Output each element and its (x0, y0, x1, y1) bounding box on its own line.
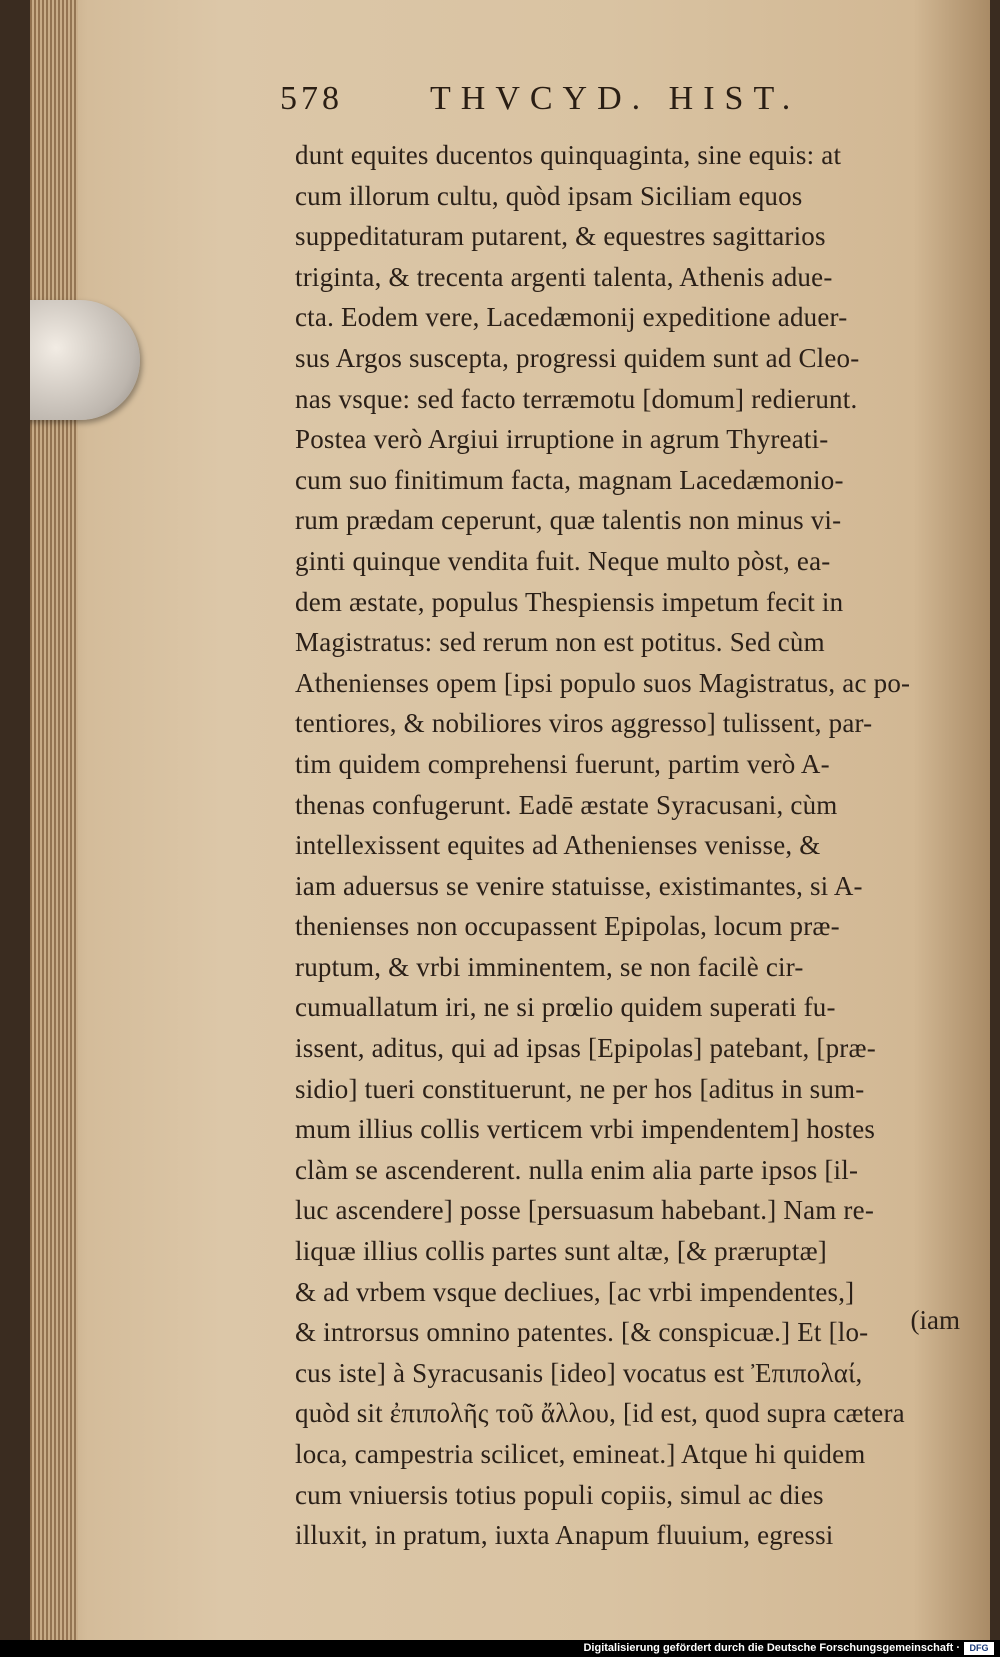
text-line: nas vsque: sed facto terræmotu [domum] redierunt. (295, 383, 858, 414)
running-head: THVCYD. HIST. (430, 80, 801, 117)
digitization-credit: Digitalisierung gefördert durch die Deutsche Forschungsgemeinschaft · (583, 1642, 960, 1654)
text-line: sus Argos suscepta, progressi quidem sunt ad Cleo- (295, 342, 860, 373)
text-line: ruptum, & vrbi imminentem, se non facilè cir- (295, 951, 804, 982)
text-line: Postea verò Argiui irruptione in agrum Thyreati- (295, 424, 829, 455)
text-line: thenienses non occupassent Epipolas, locum præ- (295, 911, 840, 942)
text-line: sidio] tueri constituerunt, ne per hos [aditus in sum- (295, 1073, 865, 1104)
text-line: Athenienses opem [ipsi populo suos Magistratus, ac po- (295, 667, 911, 698)
text-line: illuxit, in pratum, iuxta Anapum fluuium, egressi (295, 1520, 834, 1551)
text-line: intellexissent equites ad Athenienses venisse, & (295, 830, 821, 861)
text-line: issent, aditus, qui ad ipsas [Epipolas] patebant, [præ- (295, 1033, 876, 1064)
page-header (280, 80, 980, 130)
text-line: & introrsus omnino patentes. [& conspicuæ.] Et [lo- (295, 1317, 869, 1348)
text-line: cta. Eodem vere, Lacedæmonij expeditione aduer- (295, 302, 848, 333)
text-line: thenas confugerunt. Eadē æstate Syracusani, cùm (295, 789, 838, 820)
text-line: ginti quinque vendita fuit. Neque multo pòst, ea- (295, 545, 831, 576)
text-line: iam aduersus se venire statuisse, existimantes, si A- (295, 870, 863, 901)
body-text (295, 135, 965, 1556)
page-number: 578 (280, 80, 343, 117)
text-line: liquæ illius collis partes sunt altæ, [& præruptæ] (295, 1236, 827, 1267)
text-line: loca, campestria scilicet, emineat.] Atque hi quidem (295, 1439, 866, 1469)
text-line: triginta, & trecenta argenti talenta, Athenis adue- (295, 261, 833, 292)
text-line: tim quidem comprehensi fuerunt, partim verò A- (295, 748, 830, 779)
text-line: cum vniuersis totius populi copiis, simul ac dies (295, 1479, 824, 1510)
text-line: quòd sit ἐπιπολῆς τοῦ ἄλλου, [id est, quod supra cætera (295, 1398, 905, 1429)
page-edges (30, 0, 78, 1640)
text-line: cum illorum cultu, quòd ipsam Siciliam equos (295, 180, 803, 211)
dfg-logo: DFG (964, 1642, 994, 1655)
text-line: & ad vrbem vsque decliues, [ac vrbi impendentes,] (295, 1276, 855, 1307)
text-line: luc ascendere] posse [persuasum habebant.] Nam re- (295, 1195, 875, 1226)
text-line: dunt equites ducentos quinquaginta, sine equis: at (295, 140, 842, 170)
text-line: dem æstate, populus Thespiensis impetum fecit in (295, 586, 844, 617)
book-page (30, 0, 990, 1640)
text-line: cus iste] à Syracusanis [ideo] vocatus est Ἐπιπολαί, (295, 1357, 863, 1388)
text-line: cumuallatum iri, ne si prœlio quidem superati fu- (295, 992, 836, 1023)
text-line: Magistratus: sed rerum non est potitus. Sed cùm (295, 627, 825, 658)
text-line: mum illius collis verticem vrbi impendentem] hostes (295, 1114, 876, 1145)
book-clasp (30, 300, 140, 420)
text-line: rum prædam ceperunt, quæ talentis non minus vi- (295, 505, 842, 536)
text-line: suppeditaturam putarent, & equestres sagittarios (295, 221, 826, 252)
catchword: (iam (910, 1305, 960, 1335)
text-line: tentiores, & nobiliores viros aggresso] tulissent, par- (295, 708, 873, 739)
text-line: clàm se ascenderent. nulla enim alia parte ipsos [il- (295, 1154, 859, 1185)
text-line: cum suo finitimum facta, magnam Lacedæmonio- (295, 464, 844, 495)
